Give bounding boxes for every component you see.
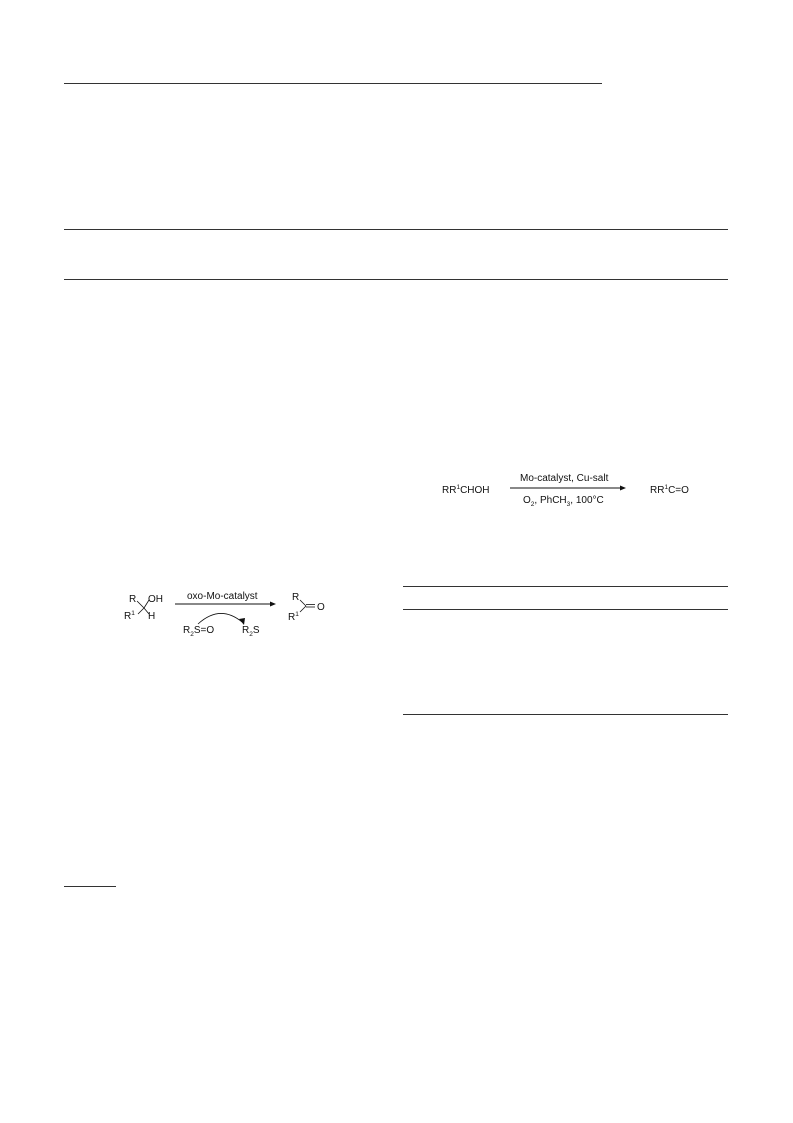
svg-text:O: O bbox=[317, 602, 325, 613]
right-product: $RR^1C=O$ bbox=[650, 484, 689, 496]
abstract-bottom-rule bbox=[64, 279, 728, 280]
right-reactant: $RR^1CHOH$ bbox=[442, 484, 490, 496]
left-arrow-label: oxo-Mo-catalyst bbox=[187, 591, 258, 602]
cofactor-arrow-head bbox=[239, 618, 245, 625]
svg-text:OH: OH bbox=[148, 594, 163, 605]
svg-text:R: R bbox=[292, 592, 300, 603]
table-top-rule bbox=[403, 586, 728, 587]
sulfide-label: $R_2S$ bbox=[242, 625, 260, 638]
svg-text:R1: $R^1$ bbox=[288, 611, 299, 623]
svg-text:H: H bbox=[148, 611, 156, 622]
right-arrow-head bbox=[620, 486, 626, 491]
right-conditions-bottom: $O_2$, PhCH$_3$, 100°C bbox=[523, 495, 604, 508]
ketone-product bbox=[288, 592, 325, 623]
svg-text:R1: $R^1$ bbox=[124, 610, 135, 622]
svg-text:R: R bbox=[129, 594, 137, 605]
footnote-rule bbox=[64, 886, 116, 887]
table-header-rule bbox=[403, 609, 728, 610]
left-arrow-head bbox=[270, 602, 276, 607]
sulfoxide-label: $R_2S=O$ bbox=[183, 625, 215, 638]
header-rule bbox=[64, 83, 602, 84]
table-bottom-rule bbox=[403, 714, 728, 715]
alcohol-reactant bbox=[124, 594, 163, 622]
right-conditions-top: Mo-catalyst, Cu-salt bbox=[520, 473, 609, 484]
cofactor-curved-arrow bbox=[198, 613, 242, 624]
abstract-top-rule bbox=[64, 229, 728, 230]
reaction-scheme-left bbox=[120, 588, 360, 640]
reaction-scheme-right bbox=[430, 470, 720, 510]
